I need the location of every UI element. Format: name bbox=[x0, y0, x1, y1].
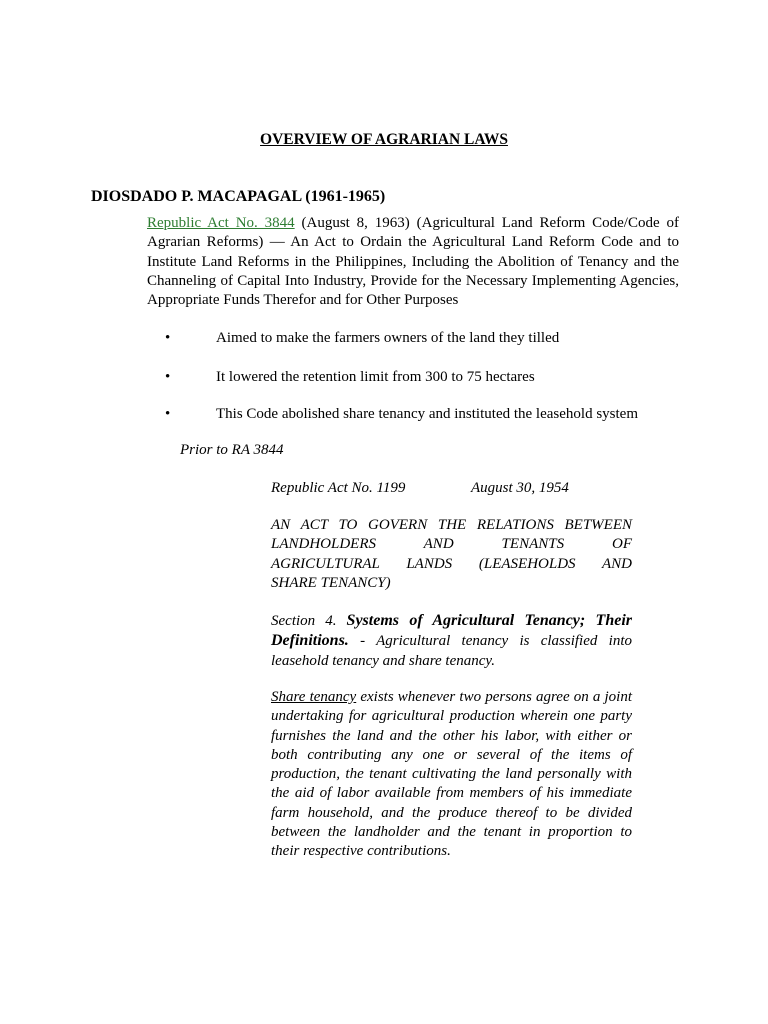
page-title: OVERVIEW OF AGRARIAN LAWS bbox=[260, 131, 508, 148]
bullet-item-1: Aimed to make the farmers owners of the land they tilled bbox=[216, 330, 560, 346]
bullet-item-2: It lowered the retention limit from 300 to 75 hectares bbox=[216, 369, 535, 385]
section-4-paragraph bbox=[271, 611, 632, 671]
bullet-icon: • bbox=[165, 369, 171, 385]
bullet-icon: • bbox=[165, 330, 171, 346]
share-tenancy-term: Share tenancy bbox=[271, 689, 357, 705]
section-4-text: - Agricultural tenancy is classified into leasehold tenancy and share tenancy. bbox=[271, 633, 632, 669]
bullet-icon: • bbox=[165, 406, 171, 422]
ra-1199-number: Republic Act No. 1199 bbox=[271, 480, 406, 496]
act-title-line: LANDHOLDERS AND TENANTS OF bbox=[271, 536, 632, 553]
ra-1199-line bbox=[271, 480, 569, 497]
bullet-item-3: This Code abolished share tenancy and instituted the leasehold system bbox=[216, 406, 638, 422]
act-description-text: (August 8, 1963) (Agricultural Land Reform Code/Code of Agrarian Reforms) — An Act to Ordain the Agricultural Land Reform Code and to Institute Land Reforms in the Philippines, Including the Abolition of Tenancy and the Channeling of Capital Into Industry, Provide for the Necessary Implementing Agencies, Appropriate Funds Therefor and for Other Purposes bbox=[147, 215, 679, 309]
act-title-block bbox=[271, 516, 632, 593]
ra-1199-date: August 30, 1954 bbox=[471, 480, 569, 496]
share-tenancy-text: exists whenever two persons agree on a joint undertaking for agricultural production wherein one party furnishes the land and the other his labor, with either or both contributing any one or several of the items of production, the tenant cultivating the land personally with the aid of labor available from members of his immediate farm household, and the produce thereof to be divided between the landholder and the tenant in proportion to their respective contributions. bbox=[271, 689, 632, 860]
section-4-prefix: Section 4. bbox=[271, 613, 347, 629]
act-title-line: AGRICULTURAL LANDS (LEASEHOLDS AND bbox=[271, 555, 632, 572]
prior-to-label: Prior to RA 3844 bbox=[180, 442, 284, 458]
share-tenancy-paragraph bbox=[271, 688, 632, 862]
republic-act-3844-link[interactable]: Republic Act No. 3844 bbox=[147, 215, 295, 231]
section-heading-president: DIOSDADO P. MACAPAGAL (1961-1965) bbox=[91, 188, 386, 205]
section-4-heading: Systems of Agricultural Tenancy; Their Definitions. bbox=[271, 612, 632, 650]
act-description-paragraph bbox=[147, 214, 679, 310]
act-title-line: AN ACT TO GOVERN THE RELATIONS BETWEEN bbox=[271, 517, 632, 533]
act-title-line: SHARE TENANCY) bbox=[271, 574, 391, 591]
